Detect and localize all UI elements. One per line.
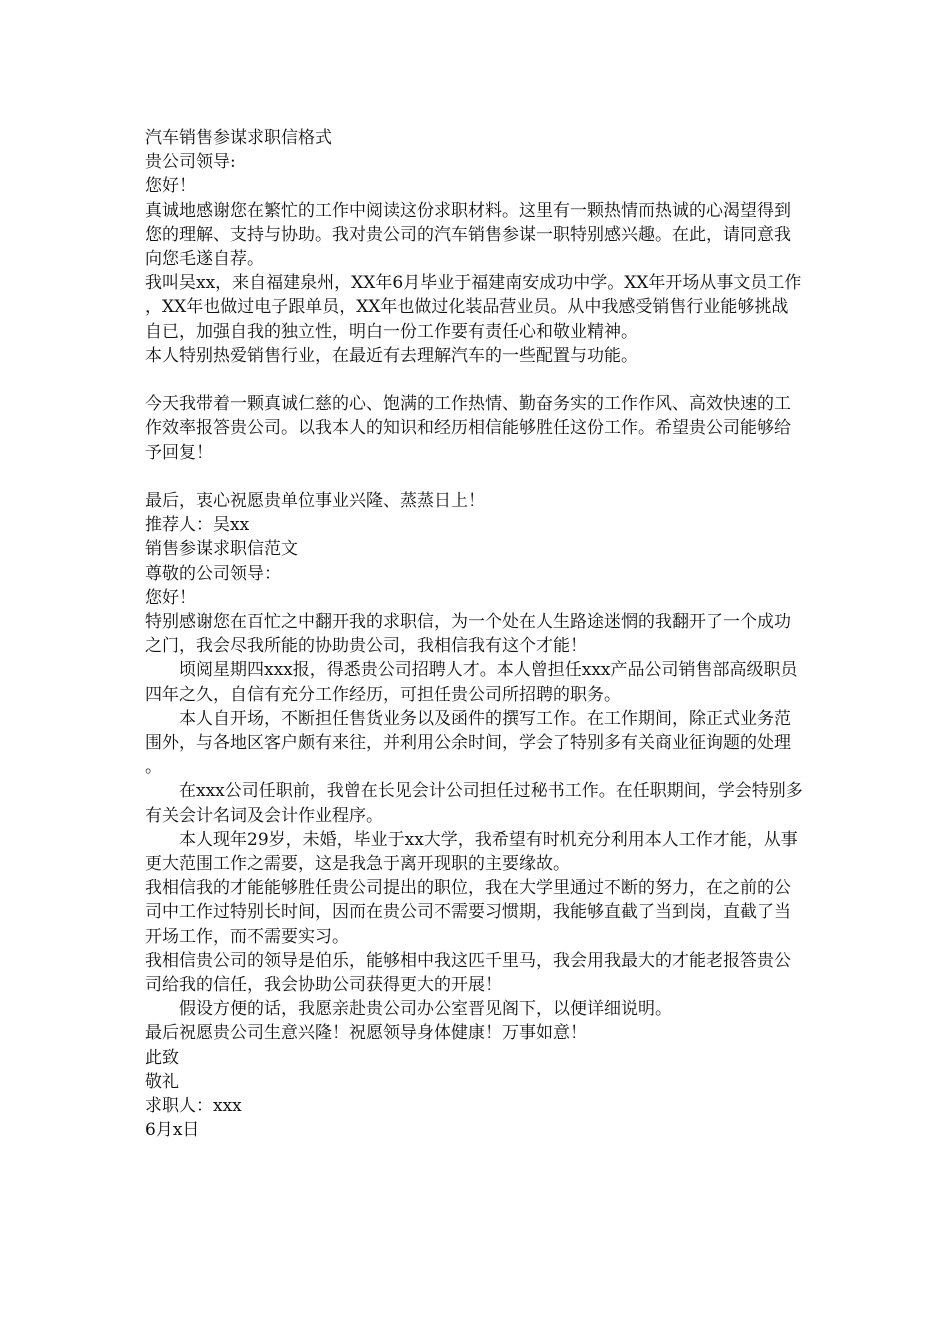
letter2-date: 6月x日 bbox=[145, 1120, 200, 1141]
letter1-signature: 推荐人：吴xx bbox=[145, 515, 250, 536]
letter2-paragraph-1: 特别感谢您在百忙之中翻开我的求职信，为一个处在人生路途迷惘的我翻开了一个成功之门，我会尽我所能的协助贵公司，我相信我有这个才能！ bbox=[145, 612, 791, 657]
blank-line bbox=[145, 465, 805, 489]
letter2-signature: 求职人：xxx bbox=[145, 1096, 242, 1117]
letter2-paragraph-3: 本人自开场，不断担任售货业务以及函件的撰写工作。在工作期间，除正式业务范围外，与各地区客户颇有来往，并利用公余时间，学会了特别多有关商业征询题的处理。 bbox=[145, 708, 791, 778]
letter2-paragraph-4: 在xxx公司任职前，我曾在长见会计公司担任过秘书工作。在任职期间，学会特别多有关会计名词及会计作业程序。 bbox=[145, 781, 803, 826]
letter1-greeting: 您好！ bbox=[145, 176, 196, 197]
letter2-salutation: 尊敬的公司领导： bbox=[145, 563, 281, 584]
letter1-paragraph-3: 本人特别热爱销售行业，在最近有去理解汽车的一些配置与功能。 bbox=[145, 345, 638, 366]
letter2-paragraph-5: 本人现年29岁，未婚，毕业于xx大学，我希望有时机充分利用本人工作才能，从事更大范围工作之需要，这是我急于离开现职的主要缘故。 bbox=[145, 829, 798, 875]
letter2-greeting: 您好！ bbox=[145, 587, 196, 608]
document-page bbox=[145, 126, 805, 1143]
letter1-title: 汽车销售参谋求职信格式 bbox=[145, 128, 332, 148]
letter2-title: 销售参谋求职信范文 bbox=[145, 539, 298, 560]
letter2-close-2: 敬礼 bbox=[145, 1071, 179, 1092]
letter2-paragraph-8: 假设方便的话，我愿亲赴贵公司办公室晋见阁下，以便详细说明。 bbox=[179, 999, 672, 1020]
letter1-closing: 最后，衷心祝愿贵单位事业兴隆、蒸蒸日上！ bbox=[145, 491, 485, 512]
letter2-paragraph-7: 我相信贵公司的领导是伯乐，能够相中我这匹千里马，我会用我最大的才能老报答贵公司给我的信任，我会协助公司获得更大的开展！ bbox=[145, 950, 791, 996]
letter1-paragraph-2: 我叫吴xx，来自福建泉州，XX年6月毕业于福建南安成功中学。XX年开场从事文员工作，XX年也做过电子跟单员，XX年也做过化装品营业员。从中我感受销售行业能够挑战自已，加强自我的独立性，明白一份工作要有责任心和敬业精神。 bbox=[145, 273, 802, 342]
blank-line bbox=[145, 368, 805, 392]
letter1-paragraph-4: 今天我带着一颗真诚仁慈的心、饱满的工作热情、勤奋务实的工作作风、高效快速的工作效率报答贵公司。以我本人的知识和经历相信能够胜任这份工作。希望贵公司能够给予回复！ bbox=[145, 394, 791, 463]
letter2-paragraph-2: 顷阅星期四xxx报，得悉贵公司招聘人才。本人曾担任xxx产品公司销售部高级职员四年之久，自信有充分工作经历，可担任贵公司所招聘的职务。 bbox=[145, 660, 798, 705]
letter2-close-1: 此致 bbox=[145, 1047, 179, 1068]
letter1-paragraph-1: 真诚地感谢您在繁忙的工作中阅读这份求职材料。这里有一颗热情而热诚的心渴望得到您的理解、支持与协助。我对贵公司的汽车销售参谋一职特别感兴趣。在此，请同意我向您毛遂自荐。 bbox=[145, 200, 791, 270]
letter1-salutation: 贵公司领导: bbox=[145, 152, 236, 173]
letter2-wishes: 最后祝愿贵公司生意兴隆！祝愿领导身体健康！万事如意！ bbox=[145, 1023, 587, 1044]
letter2-paragraph-6: 我相信我的才能能够胜任贵公司提出的职位，我在大学里通过不断的努力，在之前的公司中工作过特别长时间，因而在贵公司不需要习惯期，我能够直截了当到岗，直截了当开场工作，而不需要实习。 bbox=[145, 878, 791, 947]
